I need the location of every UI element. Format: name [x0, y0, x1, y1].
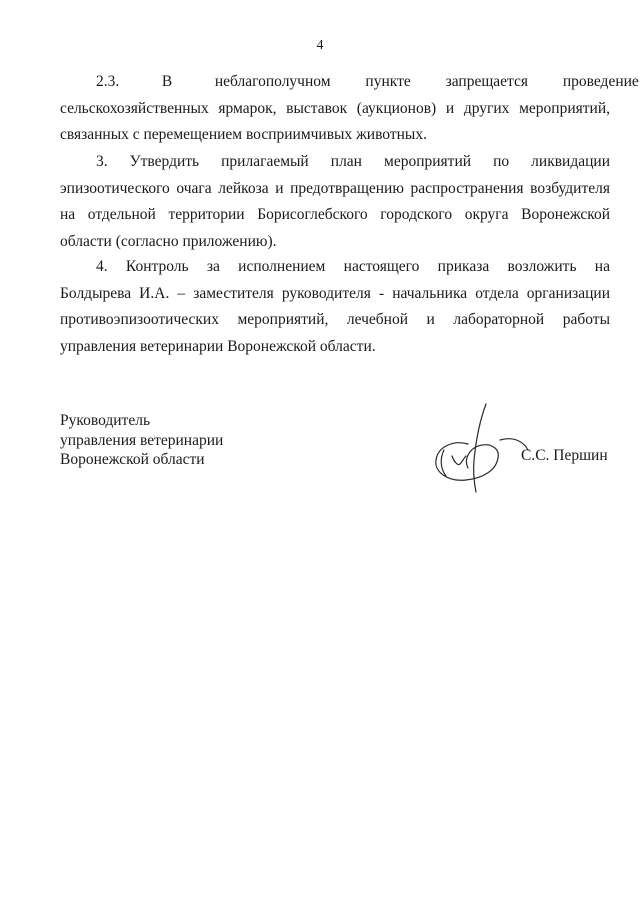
signatory-position-line-3: Воронежской области — [60, 451, 205, 468]
paragraph-2-3 — [60, 69, 639, 149]
paragraph-2-3-continuation: сельскохозяйственных ярмарок, выставок (аукционов) и других мероприятий, связанных с перемещением восприимчивых животных. — [60, 99, 610, 143]
handwritten-signature — [424, 400, 534, 495]
paragraph-3 — [60, 149, 610, 255]
paragraph-4-text: 4. Контроль за исполнением настоящего приказа возложить на Болдырева И.А. – заместителя руководителя - начальника отдела организации противоэпизоотических мероприятий, лечебной и лабораторной работы управления ветеринарии Воронежской области. — [60, 258, 610, 355]
paragraph-3-text: 3. Утвердить прилагаемый план мероприятий по ликвидации эпизоотического очага лейкоза и предотвращению распространения возбудителя на отдельной территории Борисоглебского городского округа Воронежской области (согласно приложению). — [60, 153, 610, 250]
paragraph-4 — [60, 254, 610, 360]
signatory-name: С.С. Першин — [521, 447, 608, 464]
page-number: 4 — [316, 38, 324, 53]
signatory-position — [60, 411, 223, 470]
signatory-position-line-2: управления ветеринарии — [60, 431, 224, 449]
paragraph-2-3-first-line: 2.3. В неблагополучном пункте запрещается проведение — [96, 73, 639, 90]
signatory-position-line-1: Руководитель — [60, 412, 151, 429]
